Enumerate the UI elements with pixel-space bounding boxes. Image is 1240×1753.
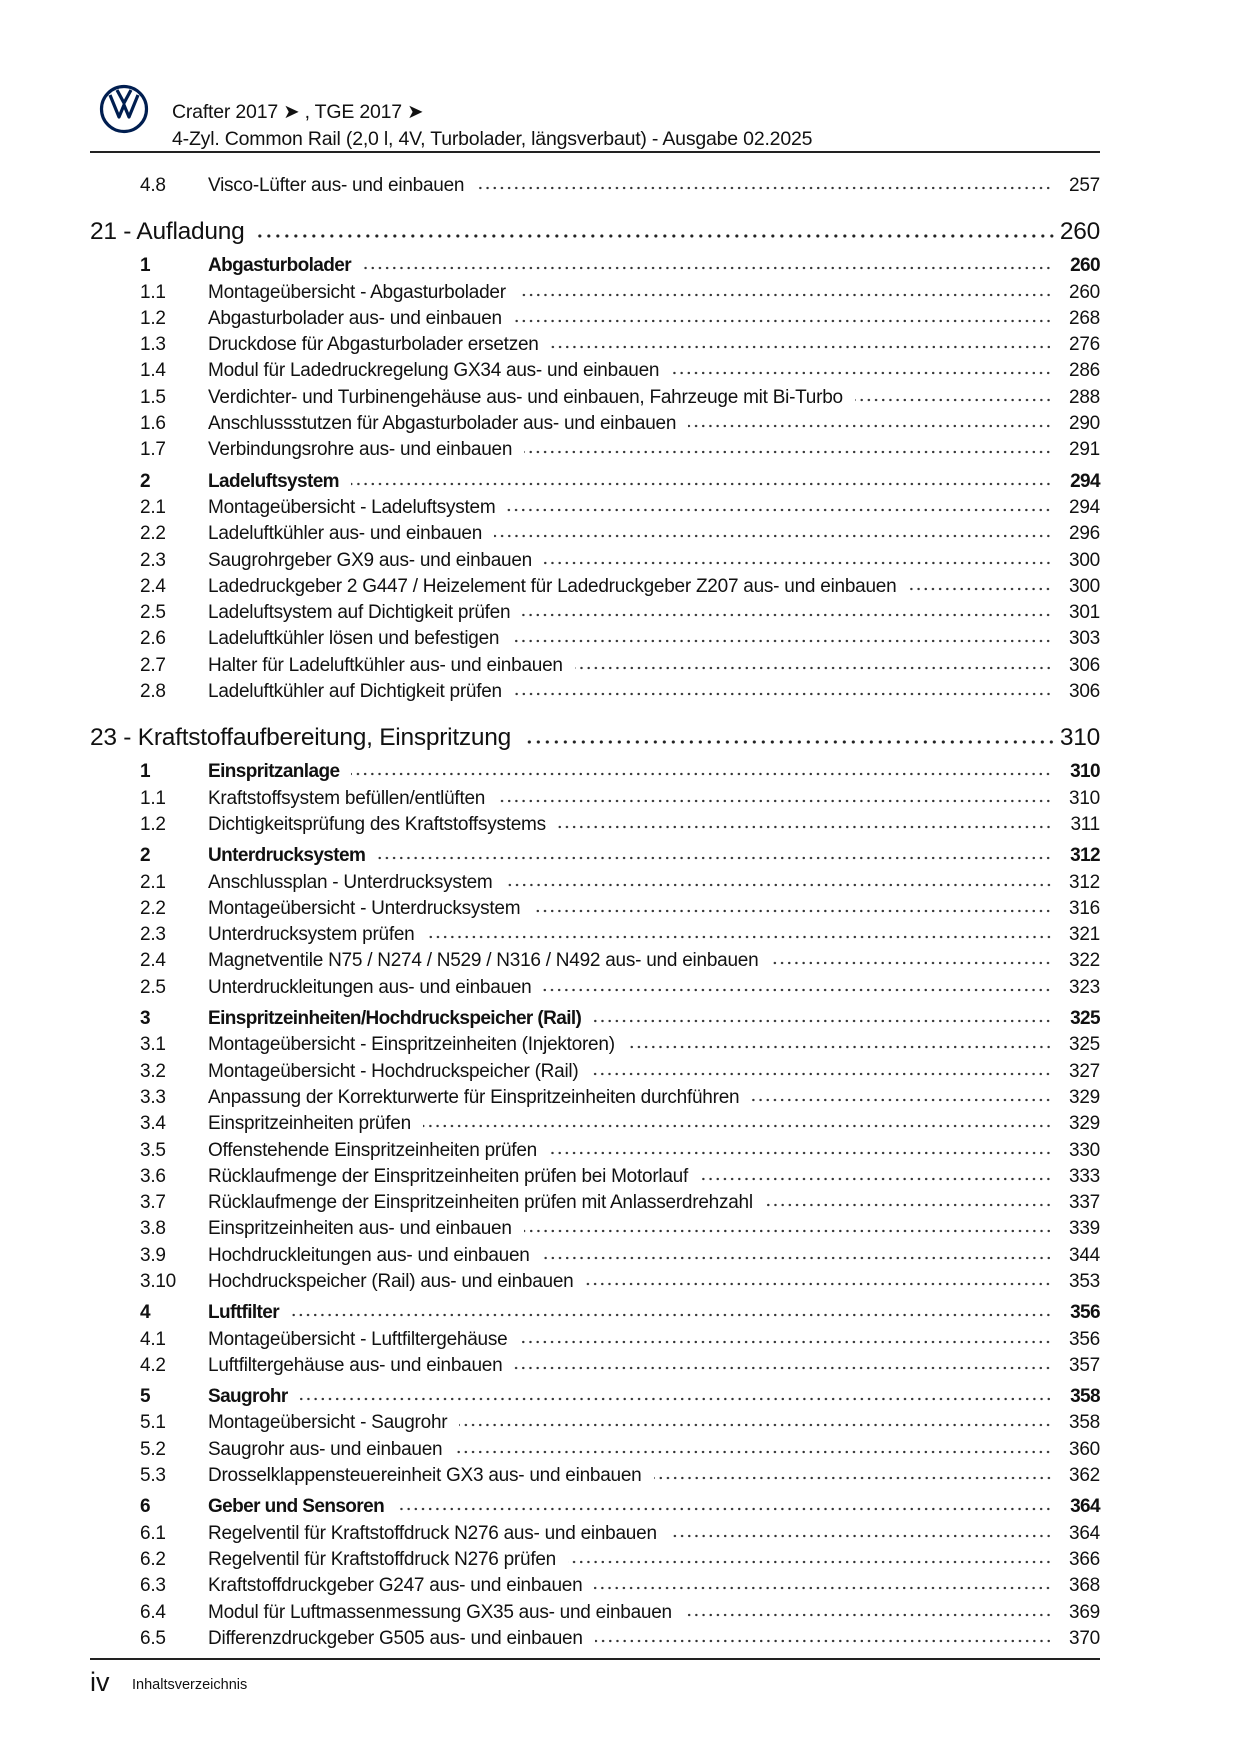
- entry-number: 2.7: [140, 654, 166, 676]
- entry-page: 339: [1069, 1218, 1100, 1240]
- dot-leader: [459, 1422, 1052, 1428]
- entry-page: 364: [1070, 1496, 1100, 1518]
- dot-leader: [593, 1018, 1052, 1024]
- entry-page: 260: [1070, 255, 1100, 277]
- toc-entry[interactable]: [90, 1463, 1100, 1489]
- entry-page: 303: [1069, 628, 1100, 650]
- toc-entry[interactable]: [90, 1243, 1100, 1269]
- entry-page: 312: [1070, 845, 1100, 867]
- entry-title: Ladeluftkühler auf Dichtigkeit prüfen: [208, 681, 502, 703]
- entry-number: 2.4: [140, 950, 166, 972]
- entry-title: Montageübersicht - Abgasturbolader: [208, 281, 506, 303]
- entry-title: Offenstehende Einspritzeinheiten prüfen: [208, 1139, 537, 1161]
- toc-entry[interactable]: [90, 1269, 1100, 1295]
- dot-leader: [585, 1281, 1052, 1287]
- entry-page: 353: [1069, 1270, 1100, 1292]
- toc-section[interactable]: [90, 1384, 1100, 1410]
- toc-entry[interactable]: [90, 812, 1100, 838]
- dot-leader: [423, 1123, 1052, 1129]
- entry-page: 257: [1069, 175, 1100, 196]
- dot-leader: [594, 1585, 1052, 1591]
- entry-number: 6: [140, 1496, 150, 1518]
- entry-title: Modul für Ladedruckregelung GX34 aus- und einbauen: [208, 360, 660, 382]
- entry-title: Differenzdruckgeber G505 aus- und einbauen: [208, 1627, 583, 1649]
- entry-title: 21 - Aufladung: [90, 218, 245, 246]
- toc-entry[interactable]: [90, 548, 1100, 574]
- dot-leader: [454, 1449, 1052, 1455]
- entry-page: 337: [1069, 1192, 1100, 1214]
- entry-number: 3.6: [140, 1165, 166, 1187]
- entry-number: 1: [140, 255, 150, 277]
- entry-title: Einspritzeinheiten/Hochdruckspeicher (Rail): [208, 1008, 582, 1030]
- toc-entry[interactable]: [90, 358, 1100, 384]
- entry-title: Kraftstoffdruckgeber G247 aus- und einbauen: [208, 1575, 583, 1597]
- entry-number: 6.1: [140, 1522, 166, 1544]
- entry-title: Verbindungsrohre aus- und einbauen: [208, 439, 513, 461]
- toc-entry[interactable]: [90, 1573, 1100, 1599]
- entry-page: 300: [1069, 575, 1100, 597]
- toc-entry[interactable]: [90, 653, 1100, 679]
- entry-title: Ladeluftsystem: [208, 470, 339, 492]
- entry-page: 311: [1070, 813, 1100, 835]
- dot-leader: [524, 449, 1052, 455]
- entry-number: 2: [140, 470, 150, 492]
- entry-number: 5.3: [140, 1465, 166, 1487]
- entry-number: 1.1: [140, 787, 166, 809]
- entry-title: Rücklaufmenge der Einspritzeinheiten prüfen bei Motorlauf: [208, 1165, 689, 1187]
- dot-leader: [688, 423, 1052, 429]
- entry-title: Regelventil für Kraftstoffdruck N276 prüfen: [208, 1548, 556, 1570]
- dot-leader: [595, 1638, 1052, 1644]
- dot-leader: [549, 1150, 1052, 1156]
- entry-page: 329: [1069, 1086, 1100, 1108]
- entry-title: Geber und Sensoren: [208, 1496, 385, 1518]
- dot-leader: [532, 908, 1052, 914]
- entry-title: Verdichter- und Turbinengehäuse aus- und einbauen, Fahrzeuge mit Bi-Turbo: [208, 386, 843, 408]
- entry-page: 368: [1069, 1575, 1100, 1597]
- toc-entry[interactable]: [90, 1138, 1100, 1164]
- dot-leader: [671, 370, 1052, 376]
- entry-title: Hochdruckspeicher (Rail) aus- und einbauen: [208, 1270, 574, 1292]
- entry-page: 310: [1069, 787, 1100, 809]
- entry-number: 2.1: [140, 871, 166, 893]
- dot-leader: [770, 960, 1052, 966]
- entry-number: 3.4: [140, 1113, 166, 1135]
- entry-title: 23 - Kraftstoffaufbereitung, Einspritzung: [90, 724, 512, 752]
- entry-number: 2.6: [140, 628, 166, 650]
- entry-title: Rücklaufmenge der Einspritzeinheiten prüfen mit Anlasserdrehzahl: [208, 1192, 753, 1214]
- dot-leader: [427, 934, 1053, 940]
- entry-number: 5: [140, 1386, 150, 1408]
- entry-title: Anschlussstutzen für Abgasturbolader aus- und einbauen: [208, 413, 677, 435]
- entry-number: 1.7: [140, 439, 166, 461]
- toc-entry[interactable]: [90, 1111, 1100, 1137]
- dot-leader: [363, 265, 1052, 271]
- toc-entry[interactable]: [90, 332, 1100, 358]
- entry-title: Regelventil für Kraftstoffdruck N276 aus- und einbauen: [208, 1522, 657, 1544]
- entry-title: Magnetventile N75 / N274 / N529 / N316 / N492 aus- und einbauen: [208, 950, 759, 972]
- dot-leader: [511, 638, 1052, 644]
- entry-page: 290: [1069, 413, 1100, 435]
- dot-leader: [291, 1312, 1052, 1318]
- dot-leader: [700, 1176, 1052, 1182]
- entry-title: Einspritzeinheiten prüfen: [208, 1113, 411, 1135]
- entry-title: Halter für Ladeluftkühler aus- und einbauen: [208, 654, 563, 676]
- toc-entry[interactable]: [90, 574, 1100, 600]
- entry-number: 1.4: [140, 360, 166, 382]
- entry-number: 6.5: [140, 1627, 166, 1649]
- toc-entry[interactable]: [90, 1190, 1100, 1216]
- entry-page: 344: [1069, 1244, 1100, 1266]
- entry-number: 4.2: [140, 1354, 166, 1376]
- toc-entry[interactable]: [90, 173, 1100, 199]
- entry-number: 4.1: [140, 1328, 166, 1350]
- dot-leader: [257, 233, 1056, 239]
- dot-leader: [751, 1097, 1052, 1103]
- entry-title: Montageübersicht - Hochdruckspeicher (Rail): [208, 1060, 579, 1082]
- dot-leader: [300, 1396, 1052, 1402]
- entry-title: Ladedruckgeber 2 G447 / Heizelement für Ladedruckgeber Z207 aus- und einbauen: [208, 575, 897, 597]
- entry-page: 312: [1069, 871, 1100, 893]
- entry-page: 356: [1069, 1328, 1100, 1350]
- toc-entry[interactable]: [90, 1059, 1100, 1085]
- entry-title: Abgasturbolader: [208, 255, 352, 277]
- toc-entry[interactable]: [90, 948, 1100, 974]
- entry-page: 306: [1069, 681, 1100, 703]
- toc-entry[interactable]: [90, 1327, 1100, 1353]
- entry-title: Abgasturbolader aus- und einbauen: [208, 307, 502, 329]
- entry-title: Modul für Luftmassenmessung GX35 aus- und einbauen: [208, 1601, 672, 1623]
- entry-title: Montageübersicht - Ladeluftsystem: [208, 496, 496, 518]
- entry-title: Einspritzeinheiten aus- und einbauen: [208, 1218, 512, 1240]
- dot-leader: [518, 292, 1052, 298]
- toc-entry[interactable]: [90, 896, 1100, 922]
- toc-entry[interactable]: [90, 600, 1100, 626]
- dot-leader: [568, 1559, 1052, 1565]
- toc-entry[interactable]: [90, 1410, 1100, 1436]
- entry-page: 260: [1059, 218, 1100, 246]
- entry-title: Druckdose für Abgasturbolader ersetzen: [208, 334, 539, 356]
- header-engine-edition: 4-Zyl. Common Rail (2,0 l, 4V, Turbolader, längsverbaut) - Ausgabe 02.2025: [172, 128, 813, 150]
- entry-title: Drosselklappensteuereinheit GX3 aus- und einbauen: [208, 1465, 642, 1487]
- toc-entry[interactable]: [90, 1164, 1100, 1190]
- entry-number: 3.10: [140, 1270, 176, 1292]
- toc-entry[interactable]: [90, 626, 1100, 652]
- entry-page: 325: [1069, 1034, 1100, 1056]
- entry-page: 358: [1069, 1412, 1100, 1434]
- dot-leader: [558, 824, 1052, 830]
- entry-title: Saugrohr aus- und einbauen: [208, 1438, 443, 1460]
- entry-page: 360: [1069, 1438, 1100, 1460]
- dot-leader: [514, 1365, 1052, 1371]
- entry-number: 1.5: [140, 386, 166, 408]
- entry-number: 1.2: [140, 813, 166, 835]
- entry-title: Unterdruckleitungen aus- und einbauen: [208, 976, 532, 998]
- entry-number: 1.6: [140, 413, 166, 435]
- entry-number: 2.3: [140, 924, 166, 946]
- toc-entry[interactable]: [90, 1521, 1100, 1547]
- entry-number: 1.3: [140, 334, 166, 356]
- entry-page: 357: [1069, 1354, 1100, 1376]
- entry-title: Ladeluftsystem auf Dichtigkeit prüfen: [208, 602, 511, 624]
- dot-leader: [627, 1044, 1052, 1050]
- entry-page: 294: [1070, 470, 1100, 492]
- entry-page: 321: [1069, 924, 1100, 946]
- toc-section[interactable]: [90, 759, 1100, 785]
- dot-leader: [377, 855, 1052, 861]
- entry-number: 2.2: [140, 523, 166, 545]
- entry-title: Montageübersicht - Saugrohr: [208, 1412, 448, 1434]
- dot-leader: [351, 481, 1052, 487]
- vw-logo-icon: [99, 84, 149, 134]
- entry-title: Saugrohr: [208, 1386, 288, 1408]
- entry-page: 369: [1069, 1601, 1100, 1623]
- entry-page: 288: [1069, 386, 1100, 408]
- toc-entry[interactable]: [90, 679, 1100, 705]
- entry-title: Kraftstoffsystem befüllen/entlüften: [208, 787, 486, 809]
- entry-title: Unterdrucksystem: [208, 845, 366, 867]
- toc-entry[interactable]: [90, 280, 1100, 306]
- toc-section[interactable]: [90, 469, 1100, 495]
- entry-page: 333: [1069, 1165, 1100, 1187]
- entry-number: 3.1: [140, 1034, 166, 1056]
- entry-number: 3.3: [140, 1086, 166, 1108]
- entry-number: 6.2: [140, 1548, 166, 1570]
- entry-number: 3.2: [140, 1060, 166, 1082]
- dot-leader: [396, 1506, 1052, 1512]
- entry-page: 364: [1069, 1522, 1100, 1544]
- footer-label: Inhaltsverzeichnis: [132, 1677, 248, 1693]
- dot-leader: [522, 612, 1052, 618]
- entry-title: Montageübersicht - Einspritzeinheiten (Injektoren): [208, 1034, 615, 1056]
- dot-leader: [654, 1475, 1053, 1481]
- entry-title: Montageübersicht - Unterdrucksystem: [208, 897, 521, 919]
- dot-leader: [497, 798, 1052, 804]
- toc-entry[interactable]: [90, 437, 1100, 463]
- entry-page: 358: [1070, 1386, 1100, 1408]
- entry-page: 291: [1069, 439, 1100, 461]
- entry-page: 294: [1069, 496, 1100, 518]
- entry-page: 330: [1069, 1139, 1100, 1161]
- entry-page: 301: [1069, 602, 1100, 624]
- entry-number: 3.9: [140, 1244, 166, 1266]
- entry-number: 1: [140, 761, 150, 783]
- entry-page: 296: [1069, 523, 1100, 545]
- dot-leader: [542, 1255, 1052, 1261]
- entry-title: Dichtigkeitsprüfung des Kraftstoffsystems: [208, 813, 546, 835]
- toc-entry[interactable]: [90, 922, 1100, 948]
- entry-title: Anschlussplan - Unterdrucksystem: [208, 871, 493, 893]
- toc-chapter[interactable]: [90, 216, 1100, 248]
- toc-entry[interactable]: [90, 521, 1100, 547]
- toc-entry[interactable]: [90, 495, 1100, 521]
- toc-entry[interactable]: [90, 786, 1100, 812]
- toc-entry[interactable]: [90, 1626, 1100, 1652]
- entry-page: 276: [1069, 334, 1100, 356]
- entry-title: Saugrohrgeber GX9 aus- und einbauen: [208, 549, 532, 571]
- dot-leader: [524, 1228, 1052, 1234]
- entry-page: 310: [1059, 724, 1100, 752]
- dot-leader: [544, 560, 1052, 566]
- toc-chapter[interactable]: [90, 722, 1100, 754]
- entry-title: Ladeluftkühler lösen und befestigen: [208, 628, 500, 650]
- dot-leader: [765, 1202, 1052, 1208]
- dot-leader: [505, 882, 1053, 888]
- dot-leader: [351, 771, 1052, 777]
- entry-page: 286: [1069, 360, 1100, 382]
- dot-leader: [575, 665, 1052, 671]
- entry-title: Einspritzanlage: [208, 761, 340, 783]
- dot-leader: [494, 533, 1052, 539]
- toc-entry[interactable]: [90, 1547, 1100, 1573]
- entry-title: Anpassung der Korrekturwerte für Einspritzeinheiten durchführen: [208, 1086, 740, 1108]
- toc-section[interactable]: [90, 1006, 1100, 1032]
- toc-entry[interactable]: [90, 1032, 1100, 1058]
- entry-title: Luftfilter: [208, 1302, 280, 1324]
- entry-number: 1.1: [140, 281, 166, 303]
- entry-number: 6.4: [140, 1601, 166, 1623]
- entry-number: 2.3: [140, 549, 166, 571]
- toc-entry[interactable]: [90, 870, 1100, 896]
- entry-number: 2.5: [140, 976, 166, 998]
- toc-section[interactable]: [90, 253, 1100, 279]
- entry-page: 260: [1069, 281, 1100, 303]
- entry-page: 323: [1069, 976, 1100, 998]
- entry-page: 366: [1069, 1548, 1100, 1570]
- toc-section[interactable]: [90, 1300, 1100, 1326]
- entry-number: 2: [140, 845, 150, 867]
- dot-leader: [551, 344, 1052, 350]
- entry-title: Unterdrucksystem prüfen: [208, 924, 415, 946]
- entry-title: Hochdruckleitungen aus- und einbauen: [208, 1244, 530, 1266]
- toc-entry[interactable]: [90, 1437, 1100, 1463]
- entry-page: 310: [1070, 761, 1100, 783]
- dot-leader: [519, 1339, 1052, 1345]
- toc-section[interactable]: [90, 1494, 1100, 1520]
- dot-leader: [669, 1533, 1052, 1539]
- toc-entry[interactable]: [90, 306, 1100, 332]
- entry-title: Luftfiltergehäuse aus- und einbauen: [208, 1354, 503, 1376]
- entry-number: 2.2: [140, 897, 166, 919]
- entry-number: 2.8: [140, 681, 166, 703]
- entry-title: Ladeluftkühler aus- und einbauen: [208, 523, 483, 545]
- toc-entry[interactable]: [90, 1353, 1100, 1379]
- entry-page: 370: [1069, 1627, 1100, 1649]
- table-of-contents: [90, 173, 1100, 1652]
- entry-page: 268: [1069, 307, 1100, 329]
- dot-leader: [514, 318, 1052, 324]
- entry-number: 6.3: [140, 1575, 166, 1597]
- entry-number: 5.2: [140, 1438, 166, 1460]
- entry-number: 3.7: [140, 1192, 166, 1214]
- entry-page: 327: [1069, 1060, 1100, 1082]
- entry-number: 1.2: [140, 307, 166, 329]
- entry-number: 4: [140, 1302, 150, 1324]
- entry-page: 300: [1069, 549, 1100, 571]
- toc-entry[interactable]: [90, 411, 1100, 437]
- entry-number: 3: [140, 1008, 150, 1030]
- dot-leader: [908, 586, 1052, 592]
- entry-title: Visco-Lüfter aus- und einbauen: [208, 175, 465, 196]
- toc-entry[interactable]: [90, 1085, 1100, 1111]
- toc-entry[interactable]: [90, 385, 1100, 411]
- entry-page: 362: [1069, 1465, 1100, 1487]
- toc-entry[interactable]: [90, 975, 1100, 1001]
- footer-divider: [90, 1658, 1100, 1660]
- header-vehicle-models: Crafter 2017 ➤ , TGE 2017 ➤: [172, 101, 424, 123]
- header-divider: [90, 151, 1100, 153]
- entry-number: 2.1: [140, 496, 166, 518]
- entry-number: 2.5: [140, 602, 166, 624]
- entry-page: 316: [1069, 897, 1100, 919]
- footer-page-number: iv: [90, 1667, 110, 1697]
- dot-leader: [523, 739, 1056, 745]
- entry-page: 322: [1069, 950, 1100, 972]
- toc-entry[interactable]: [90, 1216, 1100, 1242]
- dot-leader: [514, 691, 1052, 697]
- entry-page: 306: [1069, 654, 1100, 676]
- dot-leader: [507, 507, 1052, 513]
- toc-section[interactable]: [90, 843, 1100, 869]
- dot-leader: [476, 185, 1052, 191]
- dot-leader: [543, 987, 1052, 993]
- entry-number: 4.8: [140, 175, 166, 196]
- toc-entry[interactable]: [90, 1600, 1100, 1626]
- dot-leader: [590, 1071, 1052, 1077]
- entry-number: 5.1: [140, 1412, 166, 1434]
- dot-leader: [855, 397, 1052, 403]
- dot-leader: [684, 1612, 1052, 1618]
- entry-page: 325: [1070, 1008, 1100, 1030]
- entry-number: 3.5: [140, 1139, 166, 1161]
- entry-number: 3.8: [140, 1218, 166, 1240]
- entry-page: 356: [1070, 1302, 1100, 1324]
- entry-number: 2.4: [140, 575, 166, 597]
- entry-page: 329: [1069, 1113, 1100, 1135]
- entry-title: Montageübersicht - Luftfiltergehäuse: [208, 1328, 508, 1350]
